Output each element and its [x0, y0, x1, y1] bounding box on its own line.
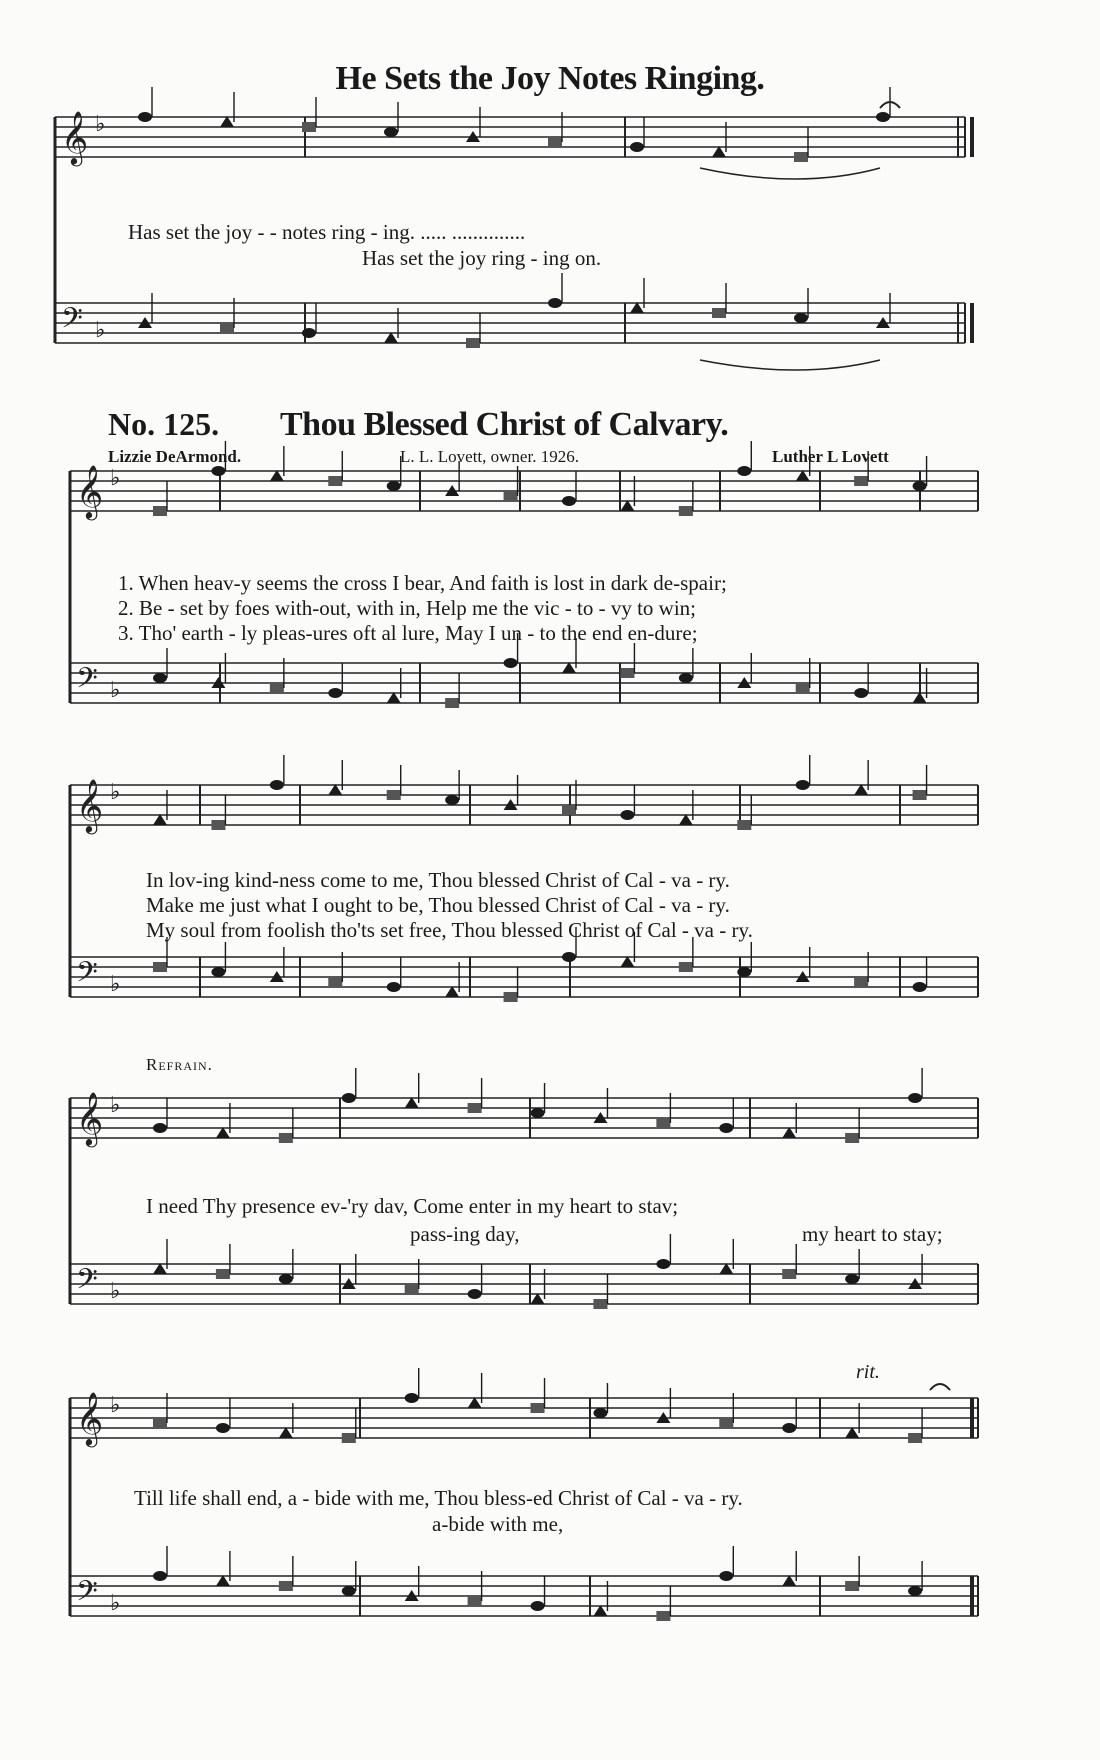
note-head: [387, 481, 401, 491]
note-head: [620, 810, 634, 820]
flat-icon: ♭: [110, 678, 121, 703]
flat-icon: ♭: [110, 1591, 121, 1616]
shape-note-head: [794, 152, 808, 162]
hymn-number: No. 125.: [108, 406, 220, 442]
shape-note-head: [796, 683, 810, 693]
staff-6: [70, 957, 978, 997]
shape-note-head: [302, 122, 316, 132]
note-head: [913, 982, 927, 992]
staff-8: [70, 1264, 978, 1304]
note-head: [153, 1123, 167, 1133]
note-head: [468, 1289, 482, 1299]
verse-line-1a: 1. When heav-y seems the cross I bear, And faith is lost in dark de-spair;: [118, 571, 727, 595]
shape-note-head: [679, 506, 693, 516]
bass-clef-icon: 𝄢: [76, 1263, 98, 1303]
note-head: [593, 1408, 607, 1418]
note-head: [270, 780, 284, 790]
staff-5: [70, 785, 978, 825]
note-head: [216, 1423, 230, 1433]
shape-note-head: [854, 476, 868, 486]
treble-clef-icon: 𝄞: [76, 778, 104, 832]
staff-1: [55, 117, 965, 157]
note-head: [211, 967, 225, 977]
treble-clef-icon: 𝄞: [61, 110, 89, 164]
staff-9: [70, 1398, 978, 1438]
shape-note-head: [405, 1284, 419, 1294]
shape-note-head: [562, 805, 576, 815]
note-head: [630, 142, 644, 152]
note-head: [679, 673, 693, 683]
verse-line-1b: In lov-ing kind-ness come to me, Thou blessed Christ of Cal - va - ry.: [146, 868, 730, 892]
flat-icon: ♭: [110, 1093, 121, 1118]
slur: [700, 360, 880, 370]
bass-clef-icon: 𝄢: [76, 662, 98, 702]
staff-10: [70, 1576, 978, 1616]
shape-note-head: [656, 1118, 670, 1128]
copyright-credit: L. L. Lovett, owner. 1926.: [400, 447, 579, 466]
note-head: [794, 313, 808, 323]
staff-2: [55, 303, 965, 343]
shape-note-head: [468, 1596, 482, 1606]
shape-note-head: [466, 338, 480, 348]
shape-note-head: [279, 1581, 293, 1591]
shape-note-head: [531, 1403, 545, 1413]
verse-line-3b: My soul from foolish tho'ts set free, Thou blessed Christ of Cal - va - ry.: [146, 918, 753, 942]
flat-icon: ♭: [95, 318, 106, 343]
refrain-line-1-echo: pass-ing day,: [410, 1222, 520, 1246]
shape-note-head: [782, 1269, 796, 1279]
flat-icon: ♭: [95, 112, 106, 137]
shape-note-head: [504, 992, 518, 1002]
note-head: [737, 466, 751, 476]
refrain-line-1-echo-2: my heart to stay;: [802, 1222, 943, 1246]
note-head: [562, 496, 576, 506]
note-head: [387, 982, 401, 992]
shape-note-head: [387, 790, 401, 800]
shape-note-head: [845, 1133, 859, 1143]
slur: [700, 168, 880, 179]
shape-note-head: [153, 1418, 167, 1428]
shape-note-head: [593, 1299, 607, 1309]
note-head: [782, 1423, 796, 1433]
flat-icon: ♭: [110, 972, 121, 997]
shape-note-head: [211, 820, 225, 830]
ritardando-mark: rit.: [856, 1361, 880, 1383]
flat-icon: ♭: [110, 1279, 121, 1304]
note-head: [796, 780, 810, 790]
note-head: [328, 688, 342, 698]
shape-note-head: [854, 977, 868, 987]
note-head: [854, 688, 868, 698]
shape-note-head: [656, 1611, 670, 1621]
refrain-line-1: I need Thy presence ev-'ry dav, Come enter in my heart to stav;: [146, 1194, 679, 1218]
shape-note-head: [679, 962, 693, 972]
fragment-lyrics-1: Has set the joy - - notes ring - ing. ..... ..............: [128, 220, 526, 244]
hymn-title: Thou Blessed Christ of Calvary.: [280, 406, 729, 443]
shape-note-head: [913, 790, 927, 800]
shape-note-head: [342, 1433, 356, 1443]
note-head: [908, 1586, 922, 1596]
verse-line-3a: 3. Tho' earth - ly pleas-ures oft al lure, May I un - to the end en-dure;: [118, 621, 698, 645]
staff-3: [70, 471, 978, 511]
note-head: [737, 967, 751, 977]
verse-line-2b: Make me just what I ought to be, Thou blessed Christ of Cal - va - ry.: [146, 893, 730, 917]
flat-icon: ♭: [110, 780, 121, 805]
shape-note-head: [719, 1418, 733, 1428]
shape-note-head: [216, 1269, 230, 1279]
refrain-label: Refrain.: [146, 1055, 213, 1074]
treble-clef-icon: 𝄞: [76, 1091, 104, 1145]
shape-note-head: [845, 1581, 859, 1591]
shape-note-head: [504, 491, 518, 501]
note-head: [845, 1274, 859, 1284]
refrain-line-2-echo: a-bide with me,: [432, 1512, 564, 1536]
note-head: [548, 298, 562, 308]
shape-note-head: [468, 1103, 482, 1113]
note-head: [138, 112, 152, 122]
note-head: [504, 658, 518, 668]
shape-note-head: [712, 308, 726, 318]
flat-icon: ♭: [110, 466, 121, 491]
note-head: [913, 481, 927, 491]
staff-4: [70, 663, 978, 703]
note-head: [153, 1571, 167, 1581]
shape-note-head: [153, 506, 167, 516]
note-head: [656, 1259, 670, 1269]
note-head: [445, 795, 459, 805]
bass-clef-icon: 𝄢: [76, 1575, 98, 1615]
fragment-lyrics-2: Has set the joy ring - ing on.: [362, 246, 602, 270]
note-head: [531, 1108, 545, 1118]
note-head: [211, 466, 225, 476]
bass-clef-icon: 𝄢: [76, 956, 98, 996]
note-head: [342, 1586, 356, 1596]
shape-note-head: [328, 476, 342, 486]
note-head: [719, 1571, 733, 1581]
verse-line-2a: 2. Be - set by foes with-out, with in, Help me the vic - to - vy to win;: [118, 596, 696, 620]
shape-note-head: [620, 668, 634, 678]
treble-clef-icon: 𝄞: [76, 1391, 104, 1445]
shape-note-head: [737, 820, 751, 830]
treble-clef-icon: 𝄞: [76, 464, 104, 518]
shape-note-head: [270, 683, 284, 693]
note-head: [531, 1601, 545, 1611]
shape-note-head: [908, 1433, 922, 1443]
shape-note-head: [445, 698, 459, 708]
note-head: [876, 112, 890, 122]
shape-note-head: [279, 1133, 293, 1143]
bass-clef-icon: 𝄢: [61, 302, 83, 342]
note-head: [342, 1093, 356, 1103]
composer-credit: Luther L Lovett: [772, 447, 889, 466]
note-head: [384, 127, 398, 137]
fragment-title: He Sets the Joy Notes Ringing.: [335, 60, 765, 97]
note-head: [279, 1274, 293, 1284]
author-credit: Lizzie DeArmond.: [108, 447, 242, 466]
note-head: [719, 1123, 733, 1133]
shape-note-head: [153, 962, 167, 972]
flat-icon: ♭: [110, 1393, 121, 1418]
fermata-icon: [930, 1384, 950, 1390]
shape-note-head: [548, 137, 562, 147]
note-head: [908, 1093, 922, 1103]
note-head: [405, 1393, 419, 1403]
shape-note-head: [328, 977, 342, 987]
shape-note-head: [220, 323, 234, 333]
note-head: [302, 328, 316, 338]
note-head: [153, 673, 167, 683]
refrain-line-2: Till life shall end, a - bide with me, Thou bless-ed Christ of Cal - va - ry.: [134, 1486, 743, 1510]
note-head: [562, 952, 576, 962]
staff-7: [70, 1098, 978, 1138]
